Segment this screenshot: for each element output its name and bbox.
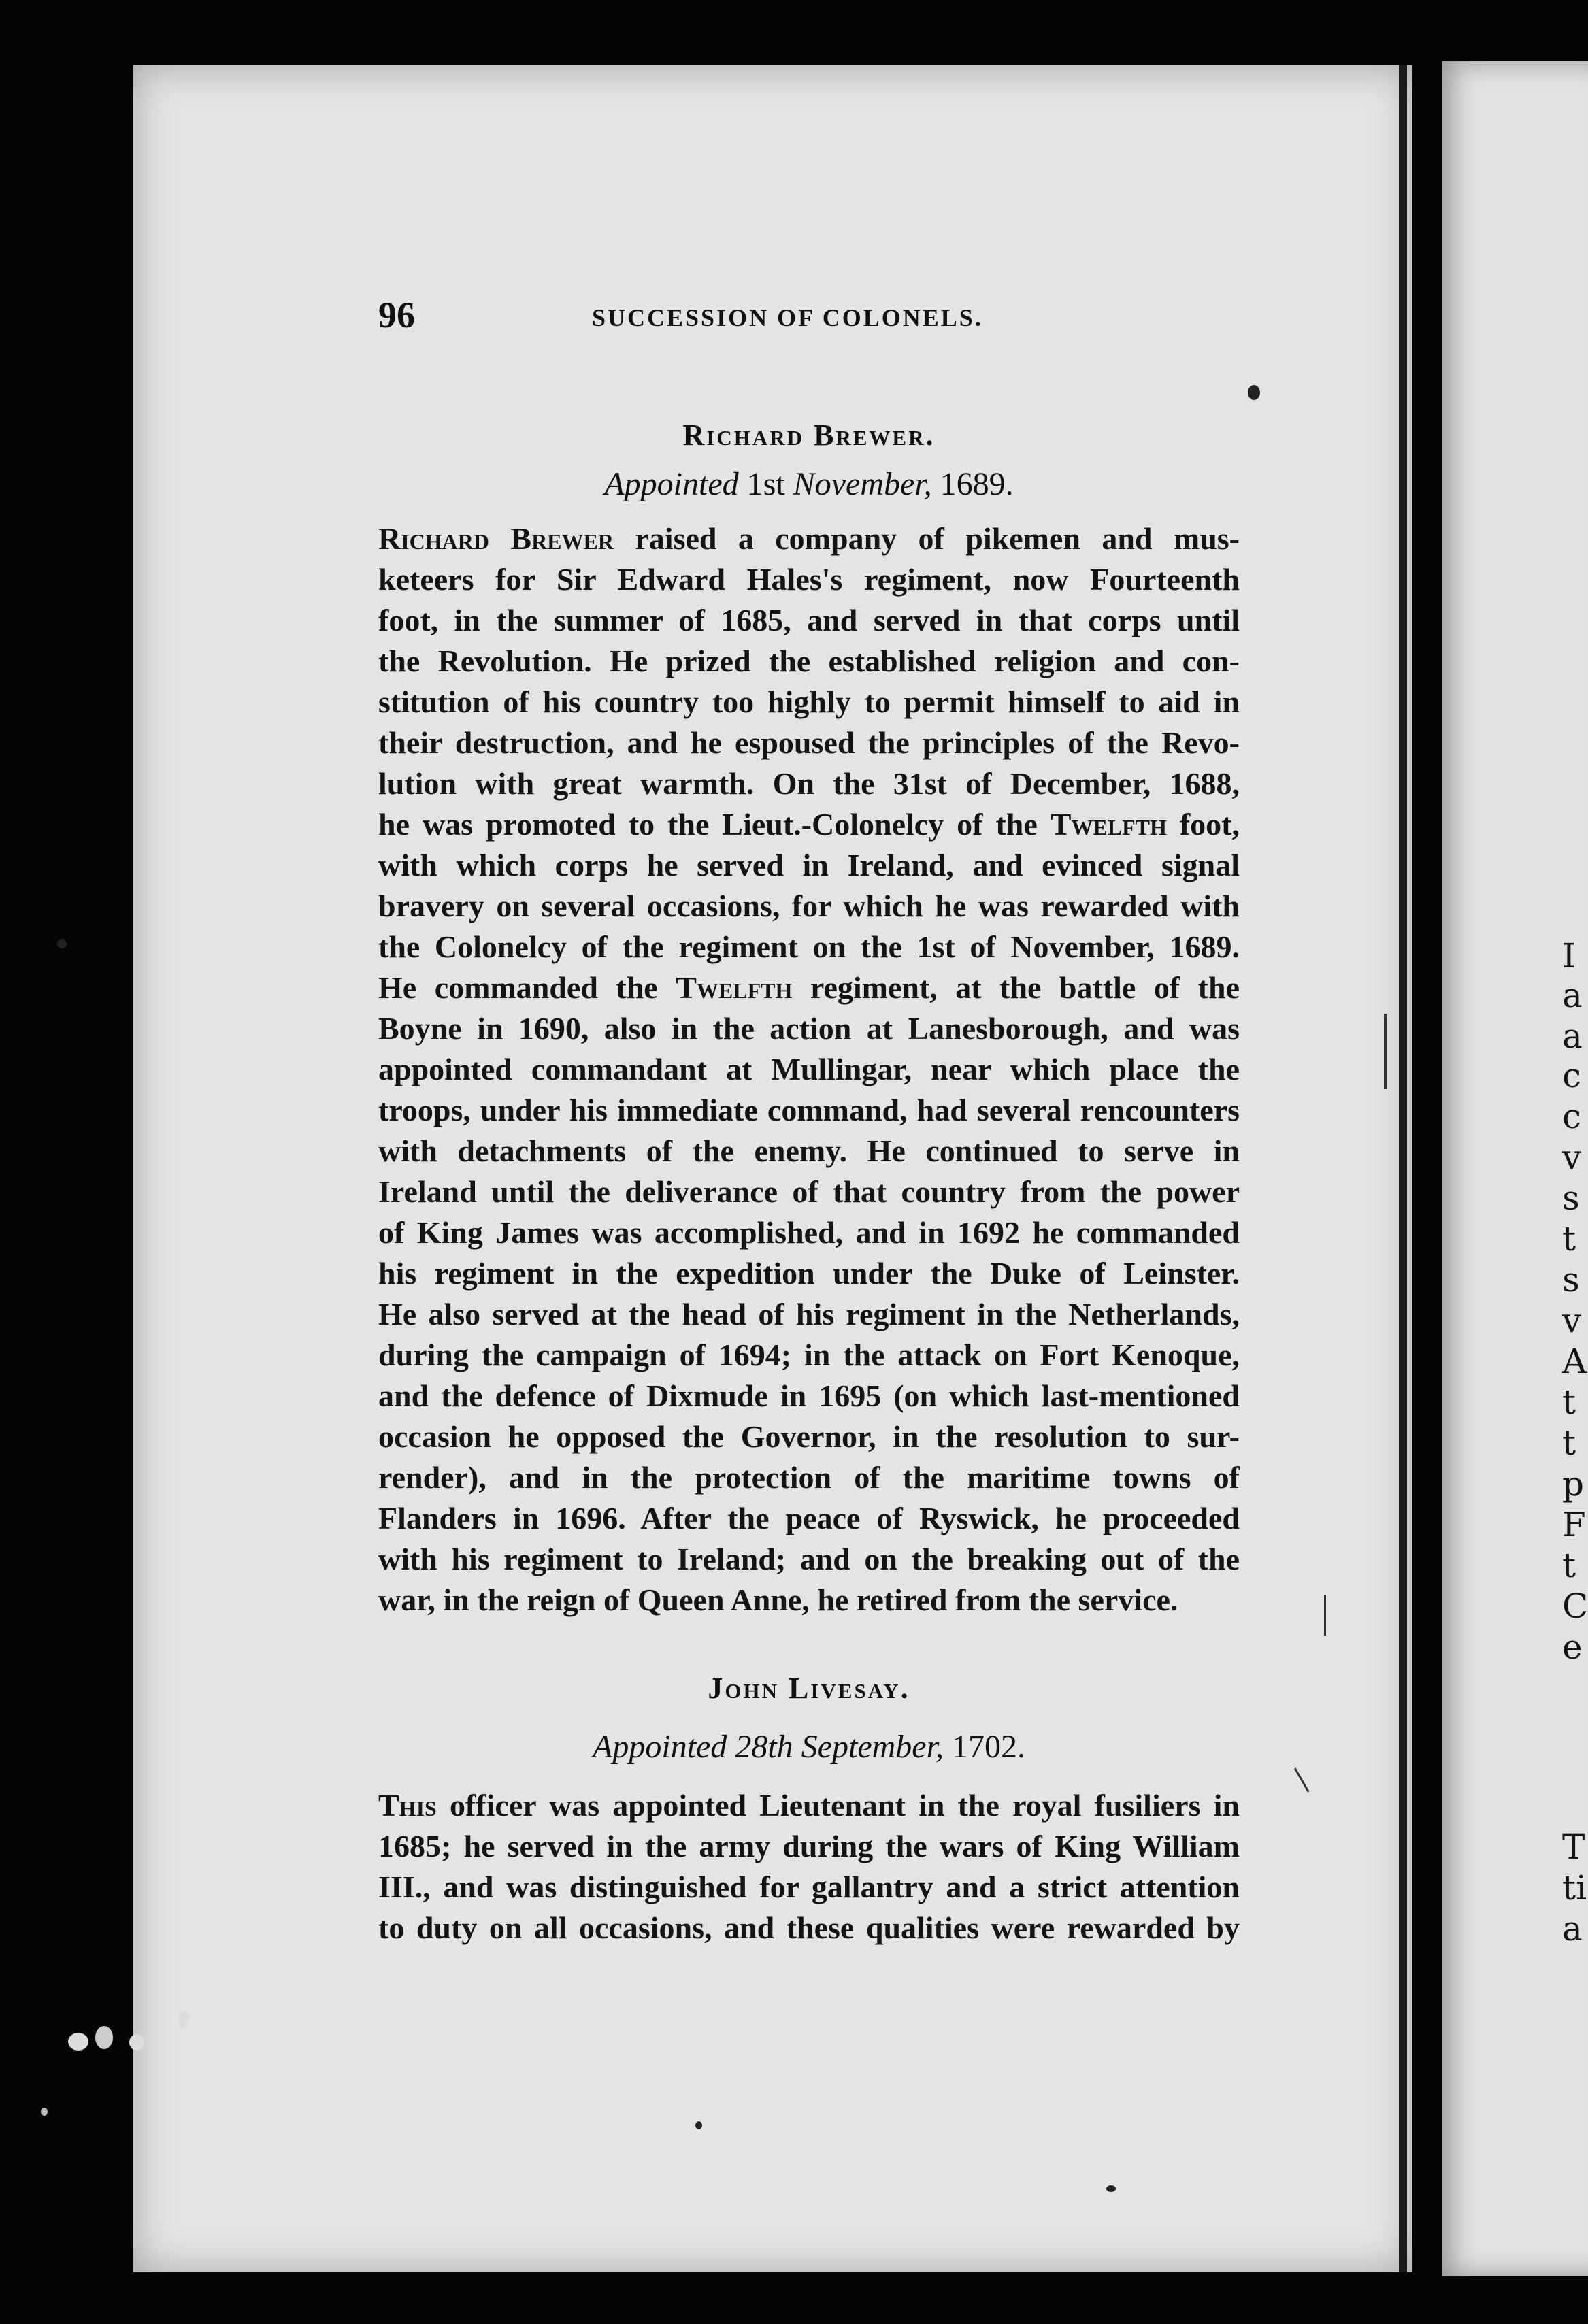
- facing-letter: v: [1562, 1301, 1582, 1340]
- text-line: render), and in the protection of the maritime towns of: [378, 1460, 1240, 1495]
- appointed-label: Appointed: [593, 1729, 727, 1765]
- facing-letter: t: [1562, 1546, 1576, 1585]
- page-gutter-edge: [1399, 65, 1407, 2272]
- lead-in-name: Richard Brewer: [378, 521, 614, 556]
- facing-letter: a: [1562, 1909, 1583, 1948]
- scan-scratch: [1384, 1014, 1387, 1089]
- facing-letter: A: [1562, 1342, 1587, 1381]
- facing-letter: F: [1562, 1505, 1586, 1544]
- text-line: Flanders in 1696. After the peace of Ryswick, he proceeded: [378, 1501, 1240, 1536]
- scan-speck: [1248, 385, 1260, 400]
- facing-letter: e: [1562, 1627, 1583, 1667]
- scan-speck: [68, 2033, 88, 2051]
- facing-letter: T: [1562, 1827, 1585, 1867]
- scan-speck: [41, 2108, 48, 2116]
- facing-letter: ti: [1562, 1868, 1587, 1908]
- text-line: 1685; he served in the army during the wars of King William: [378, 1829, 1240, 1863]
- text-line: and the defence of Dixmude in 1695 (on which last-mentioned: [378, 1378, 1240, 1413]
- facing-letter: a: [1562, 976, 1583, 1015]
- facing-letter: c: [1562, 1097, 1582, 1136]
- scan-speck: [178, 2011, 189, 2029]
- facing-letter: s: [1562, 1260, 1580, 1299]
- text-line: bravery on several occasions, for which he was rewarded with: [378, 889, 1240, 923]
- text-line: the Colonelcy of the regiment on the 1st of November, 1689.: [378, 929, 1240, 964]
- text-line: with which corps he served in Ireland, and evinced signal: [378, 848, 1240, 882]
- page-number: 96: [378, 295, 415, 335]
- text-line: Boyne in 1690, also in the action at Lanesborough, and was: [378, 1011, 1240, 1046]
- facing-letter: s: [1562, 1178, 1580, 1218]
- text-line: He also served at the head of his regiment in the Netherlands,: [378, 1297, 1240, 1331]
- text-line: to duty on all occasions, and these qualities were rewarded by: [378, 1910, 1240, 1945]
- text-line: with detachments of the enemy. He continued to serve in: [378, 1133, 1240, 1168]
- entry-date-john-livesay: [378, 1728, 1240, 1765]
- text-line: his regiment in the expedition under the Duke of Leinster.: [378, 1256, 1240, 1291]
- scan-scratch: [1324, 1595, 1326, 1636]
- facing-letter: v: [1562, 1138, 1582, 1177]
- text-line: appointed commandant at Mullingar, near which place the: [378, 1052, 1240, 1086]
- facing-letter: t: [1562, 1423, 1576, 1463]
- scan-speck: [695, 2121, 702, 2129]
- date-year: 1702.: [951, 1729, 1025, 1765]
- text-line: stitution of his country too highly to permit himself to aid in: [378, 684, 1240, 719]
- facing-letter: a: [1562, 1016, 1583, 1056]
- text-line: occasion he opposed the Governor, in the resolution to sur-: [378, 1419, 1240, 1454]
- lead-in-word: This: [378, 1788, 437, 1823]
- date-day: 1st: [746, 466, 785, 502]
- text-line: Richard Brewer raised a company of pikemen and mus-: [378, 521, 1240, 556]
- entry-body-richard-brewer: [378, 518, 1240, 1621]
- text-line: with his regiment to Ireland; and on the breaking out of the: [378, 1542, 1240, 1576]
- text-line: foot, in the summer of 1685, and served in that corps until: [378, 603, 1240, 637]
- text-line: war, in the reign of Queen Anne, he retired from the service.: [378, 1582, 1178, 1617]
- text-line: This officer was appointed Lieutenant in the royal fusiliers in: [378, 1788, 1240, 1823]
- scan-speck: [57, 939, 67, 948]
- entry-heading-richard-brewer: Richard Brewer.: [682, 418, 936, 452]
- facing-letter: p: [1562, 1464, 1585, 1504]
- text-line: troops, under his immediate command, had several rencounters: [378, 1093, 1240, 1127]
- facing-letter: C: [1562, 1587, 1588, 1626]
- text-line: he was promoted to the Lieut.-Colonelcy of the Twelfth foot,: [378, 807, 1240, 842]
- entry-date-richard-brewer: [378, 465, 1240, 503]
- facing-letter: c: [1562, 1056, 1582, 1095]
- date-day: 28th: [735, 1729, 793, 1765]
- text-line: lution with great warmth. On the 31st of December, 1688,: [378, 766, 1240, 801]
- text-line: Ireland until the deliverance of that country from the power: [378, 1174, 1240, 1209]
- running-title: SUCCESSION OF COLONELS.: [592, 304, 983, 331]
- facing-letter: I: [1562, 936, 1576, 976]
- scan-speck: [129, 2034, 144, 2051]
- entry-heading-john-livesay: John Livesay.: [708, 1672, 910, 1705]
- text-line: keteers for Sir Edward Hales's regiment, now Fourteenth: [378, 562, 1240, 597]
- text-line: during the campaign of 1694; in the attack on Fort Kenoque,: [378, 1338, 1240, 1372]
- date-month: September,: [801, 1729, 944, 1765]
- appointed-label: Appointed: [604, 466, 739, 502]
- date-year: 1689.: [940, 466, 1014, 502]
- entry-body-john-livesay: [378, 1785, 1240, 1948]
- facing-letter: t: [1562, 1382, 1576, 1422]
- scan-speck: [1106, 2185, 1116, 2192]
- date-month: November,: [793, 466, 932, 502]
- running-head: [378, 294, 1240, 342]
- text-line: the Revolution. He prized the established religion and con-: [378, 644, 1240, 678]
- text-line: their destruction, and he espoused the principles of the Revo-: [378, 725, 1240, 760]
- text-line: of King James was accomplished, and in 1692 he commanded: [378, 1215, 1240, 1250]
- text-line: He commanded the Twelfth regiment, at the battle of the: [378, 970, 1240, 1005]
- text-line: III., and was distinguished for gallantry and a strict attention: [378, 1870, 1240, 1904]
- scan-speck: [95, 2026, 113, 2049]
- facing-letter: t: [1562, 1219, 1576, 1259]
